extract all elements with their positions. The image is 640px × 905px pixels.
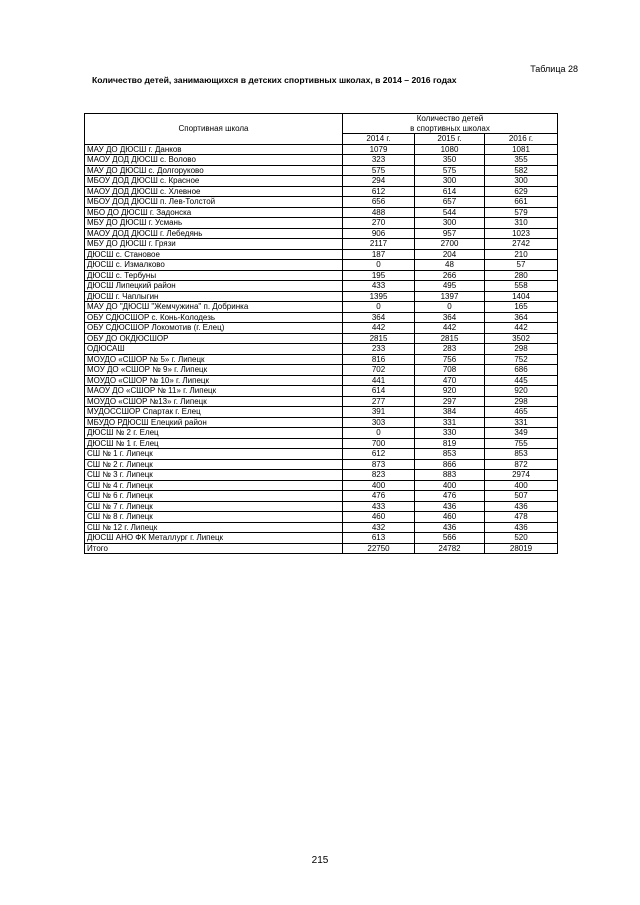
table-row — [85, 449, 558, 460]
value-2015-cell: 460 — [415, 512, 485, 523]
value-2015-cell: 1397 — [415, 291, 485, 302]
table-row — [85, 186, 558, 197]
value-2015-cell: 756 — [415, 354, 485, 365]
school-name-cell: МБУДО РДЮСШ Елецкий район — [85, 417, 343, 428]
value-2016-cell: 400 — [485, 480, 558, 491]
value-2014-cell: 1395 — [343, 291, 415, 302]
value-2015-cell: 24782 — [415, 543, 485, 554]
table-row — [85, 438, 558, 449]
table-row — [85, 228, 558, 239]
table-row — [85, 207, 558, 218]
table-row — [85, 470, 558, 481]
value-2014-cell: 2815 — [343, 333, 415, 344]
school-name-cell: СШ № 2 г. Липецк — [85, 459, 343, 470]
value-2014-cell: 441 — [343, 375, 415, 386]
value-2015-cell: 350 — [415, 155, 485, 166]
table-row — [85, 249, 558, 260]
value-2015-cell: 957 — [415, 228, 485, 239]
school-name-cell: МАУ ДО ДЮСШ с. Долгоруково — [85, 165, 343, 176]
value-2016-cell: 280 — [485, 270, 558, 281]
value-2015-cell: 1080 — [415, 144, 485, 155]
school-name-cell: ОБУ ДО ОКДЮСШОР — [85, 333, 343, 344]
table-row — [85, 270, 558, 281]
value-2016-cell: 445 — [485, 375, 558, 386]
value-2014-cell: 303 — [343, 417, 415, 428]
table-row — [85, 480, 558, 491]
value-2014-cell: 400 — [343, 480, 415, 491]
value-2014-cell: 187 — [343, 249, 415, 260]
table-row — [85, 512, 558, 523]
table-row — [85, 386, 558, 397]
column-header-count — [343, 114, 558, 134]
value-2014-cell: 0 — [343, 302, 415, 313]
value-2015-cell: 300 — [415, 218, 485, 229]
school-name-cell: МАУ ДО ДЮСШ г. Данков — [85, 144, 343, 155]
value-2015-cell: 266 — [415, 270, 485, 281]
school-name-cell: МБОУ ДОД ДЮСШ с. Красное — [85, 176, 343, 187]
value-2015-cell: 476 — [415, 491, 485, 502]
value-2014-cell: 294 — [343, 176, 415, 187]
value-2016-cell: 465 — [485, 407, 558, 418]
table-row — [85, 281, 558, 292]
value-2014-cell: 1079 — [343, 144, 415, 155]
school-name-cell: ОДЮСАШ — [85, 344, 343, 355]
school-name-cell: ДЮСШ с. Тербуны — [85, 270, 343, 281]
school-name-cell: МОУДО «СШОР № 5» г. Липецк — [85, 354, 343, 365]
school-name-cell: СШ № 4 г. Липецк — [85, 480, 343, 491]
school-name-cell: ДЮСШ № 1 г. Елец — [85, 438, 343, 449]
school-name-cell: МАУ ДО "ДЮСШ "Жемчужина" п. Добринка — [85, 302, 343, 313]
value-2014-cell: 195 — [343, 270, 415, 281]
value-2016-cell: 478 — [485, 512, 558, 523]
value-2014-cell: 460 — [343, 512, 415, 523]
sports-schools-table — [84, 113, 558, 554]
school-name-cell: ОБУ СДЮСШОР с. Конь-Колодезь — [85, 312, 343, 323]
value-2016-cell: 1081 — [485, 144, 558, 155]
value-2016-cell: 558 — [485, 281, 558, 292]
value-2016-cell: 300 — [485, 176, 558, 187]
value-2016-cell: 661 — [485, 197, 558, 208]
value-2016-cell: 349 — [485, 428, 558, 439]
value-2015-cell: 920 — [415, 386, 485, 397]
value-2015-cell: 364 — [415, 312, 485, 323]
value-2016-cell: 364 — [485, 312, 558, 323]
table-row — [85, 291, 558, 302]
value-2015-cell: 331 — [415, 417, 485, 428]
table-row — [85, 302, 558, 313]
value-2016-cell: 507 — [485, 491, 558, 502]
value-2014-cell: 906 — [343, 228, 415, 239]
value-2015-cell: 300 — [415, 176, 485, 187]
school-name-cell: МОУДО «СШОР №13» г. Липецк — [85, 396, 343, 407]
value-2015-cell: 283 — [415, 344, 485, 355]
value-2016-cell: 752 — [485, 354, 558, 365]
school-name-cell: МАОУ ДОД ДЮСШ г. Лебедянь — [85, 228, 343, 239]
value-2015-cell: 614 — [415, 186, 485, 197]
value-2015-cell: 204 — [415, 249, 485, 260]
table-row — [85, 218, 558, 229]
school-name-cell: СШ № 12 г. Липецк — [85, 522, 343, 533]
school-name-cell: СШ № 7 г. Липецк — [85, 501, 343, 512]
school-name-cell: МБОУ ДОД ДЮСШ п. Лев-Толстой — [85, 197, 343, 208]
value-2014-cell: 612 — [343, 449, 415, 460]
table-row — [85, 428, 558, 439]
table-row — [85, 375, 558, 386]
table-row — [85, 501, 558, 512]
value-2014-cell: 270 — [343, 218, 415, 229]
value-2016-cell: 298 — [485, 344, 558, 355]
school-name-cell: МБУ ДО ДЮСШ г. Грязи — [85, 239, 343, 250]
school-name-cell: ДЮСШ № 2 г. Елец — [85, 428, 343, 439]
value-2015-cell: 657 — [415, 197, 485, 208]
school-name-cell: ДЮСШ с. Измалково — [85, 260, 343, 271]
value-2014-cell: 613 — [343, 533, 415, 544]
value-2014-cell: 433 — [343, 281, 415, 292]
column-header-2015: 2015 г. — [415, 134, 485, 145]
value-2014-cell: 0 — [343, 260, 415, 271]
column-header-count-line1: Количество детей — [416, 114, 484, 123]
table-row — [85, 459, 558, 470]
value-2016-cell: 310 — [485, 218, 558, 229]
table-caption: Количество детей, занимающихся в детских спортивных школах, в 2014 – 2016 годах — [92, 75, 457, 85]
value-2014-cell: 612 — [343, 186, 415, 197]
school-name-cell: МАОУ ДО «СШОР № 11» г. Липецк — [85, 386, 343, 397]
value-2014-cell: 364 — [343, 312, 415, 323]
table-row — [85, 144, 558, 155]
value-2015-cell: 2700 — [415, 239, 485, 250]
value-2014-cell: 873 — [343, 459, 415, 470]
value-2016-cell: 520 — [485, 533, 558, 544]
value-2015-cell: 883 — [415, 470, 485, 481]
value-2014-cell: 816 — [343, 354, 415, 365]
value-2015-cell: 575 — [415, 165, 485, 176]
value-2014-cell: 22750 — [343, 543, 415, 554]
column-header-count-line2: в спортивных школах — [410, 123, 490, 133]
school-name-cell: МУДОССШОР Спартак г. Елец — [85, 407, 343, 418]
column-header-2016: 2016 г. — [485, 134, 558, 145]
school-name-cell: МОУ ДО «СШОР № 9» г. Липецк — [85, 365, 343, 376]
school-name-cell: МОУДО «СШОР № 10» г. Липецк — [85, 375, 343, 386]
value-2015-cell: 470 — [415, 375, 485, 386]
value-2015-cell: 866 — [415, 459, 485, 470]
table-row — [85, 333, 558, 344]
value-2016-cell: 629 — [485, 186, 558, 197]
value-2015-cell: 566 — [415, 533, 485, 544]
value-2014-cell: 614 — [343, 386, 415, 397]
table-row — [85, 165, 558, 176]
table-row — [85, 344, 558, 355]
value-2014-cell: 433 — [343, 501, 415, 512]
value-2015-cell: 330 — [415, 428, 485, 439]
value-2016-cell: 28019 — [485, 543, 558, 554]
value-2014-cell: 323 — [343, 155, 415, 166]
table-row — [85, 543, 558, 554]
value-2015-cell: 495 — [415, 281, 485, 292]
value-2016-cell: 920 — [485, 386, 558, 397]
table-row — [85, 197, 558, 208]
table-row — [85, 365, 558, 376]
table-row — [85, 323, 558, 334]
table-number: Таблица 28 — [530, 64, 578, 74]
value-2015-cell: 0 — [415, 302, 485, 313]
value-2016-cell: 436 — [485, 501, 558, 512]
value-2016-cell: 57 — [485, 260, 558, 271]
table-row — [85, 260, 558, 271]
school-name-cell: СШ № 1 г. Липецк — [85, 449, 343, 460]
value-2014-cell: 0 — [343, 428, 415, 439]
value-2014-cell: 700 — [343, 438, 415, 449]
value-2014-cell: 575 — [343, 165, 415, 176]
value-2015-cell: 48 — [415, 260, 485, 271]
table-row — [85, 407, 558, 418]
table-row — [85, 417, 558, 428]
table-row — [85, 491, 558, 502]
table-row — [85, 176, 558, 187]
school-name-cell: ДЮСШ Липецкий район — [85, 281, 343, 292]
value-2016-cell: 298 — [485, 396, 558, 407]
school-name-cell: СШ № 6 г. Липецк — [85, 491, 343, 502]
school-name-cell: ДЮСШ с. Становое — [85, 249, 343, 260]
table-row — [85, 354, 558, 365]
school-name-cell: СШ № 8 г. Липецк — [85, 512, 343, 523]
value-2014-cell: 702 — [343, 365, 415, 376]
school-name-cell: СШ № 3 г. Липецк — [85, 470, 343, 481]
value-2015-cell: 384 — [415, 407, 485, 418]
value-2016-cell: 165 — [485, 302, 558, 313]
value-2016-cell: 331 — [485, 417, 558, 428]
table-row — [85, 239, 558, 250]
column-header-2014: 2014 г. — [343, 134, 415, 145]
value-2014-cell: 656 — [343, 197, 415, 208]
value-2016-cell: 210 — [485, 249, 558, 260]
value-2016-cell: 442 — [485, 323, 558, 334]
value-2014-cell: 391 — [343, 407, 415, 418]
value-2014-cell: 432 — [343, 522, 415, 533]
value-2016-cell: 686 — [485, 365, 558, 376]
table-row — [85, 533, 558, 544]
table-row — [85, 312, 558, 323]
value-2016-cell: 1404 — [485, 291, 558, 302]
school-name-cell: МАОУ ДОД ДЮСШ с. Хлевное — [85, 186, 343, 197]
value-2015-cell: 853 — [415, 449, 485, 460]
value-2014-cell: 823 — [343, 470, 415, 481]
value-2014-cell: 277 — [343, 396, 415, 407]
school-name-cell: ДЮСШ г. Чаплыгин — [85, 291, 343, 302]
value-2016-cell: 355 — [485, 155, 558, 166]
value-2014-cell: 233 — [343, 344, 415, 355]
value-2016-cell: 436 — [485, 522, 558, 533]
school-name-cell: ОБУ СДЮСШОР Локомотив (г. Елец) — [85, 323, 343, 334]
value-2016-cell: 2742 — [485, 239, 558, 250]
value-2015-cell: 436 — [415, 501, 485, 512]
value-2015-cell: 544 — [415, 207, 485, 218]
column-header-school: Спортивная школа — [85, 114, 343, 145]
school-name-cell: МАОУ ДОД ДЮСШ с. Волово — [85, 155, 343, 166]
value-2015-cell: 442 — [415, 323, 485, 334]
value-2014-cell: 442 — [343, 323, 415, 334]
value-2016-cell: 2974 — [485, 470, 558, 481]
school-name-cell: МБУ ДО ДЮСШ г. Усмань — [85, 218, 343, 229]
value-2015-cell: 708 — [415, 365, 485, 376]
value-2016-cell: 872 — [485, 459, 558, 470]
value-2014-cell: 476 — [343, 491, 415, 502]
value-2016-cell: 3502 — [485, 333, 558, 344]
value-2016-cell: 755 — [485, 438, 558, 449]
page-number: 215 — [311, 855, 329, 866]
value-2015-cell: 2815 — [415, 333, 485, 344]
value-2014-cell: 2117 — [343, 239, 415, 250]
value-2016-cell: 1023 — [485, 228, 558, 239]
school-name-cell: ДЮСШ АНО ФК Металлург г. Липецк — [85, 533, 343, 544]
school-name-cell: Итого — [85, 543, 343, 554]
value-2015-cell: 436 — [415, 522, 485, 533]
value-2015-cell: 297 — [415, 396, 485, 407]
value-2016-cell: 579 — [485, 207, 558, 218]
value-2014-cell: 488 — [343, 207, 415, 218]
value-2016-cell: 853 — [485, 449, 558, 460]
table-row — [85, 396, 558, 407]
table-row — [85, 155, 558, 166]
table-body — [85, 144, 558, 554]
value-2016-cell: 582 — [485, 165, 558, 176]
table-row — [85, 522, 558, 533]
school-name-cell: МБО ДО ДЮСШ г. Задонска — [85, 207, 343, 218]
value-2015-cell: 819 — [415, 438, 485, 449]
value-2015-cell: 400 — [415, 480, 485, 491]
